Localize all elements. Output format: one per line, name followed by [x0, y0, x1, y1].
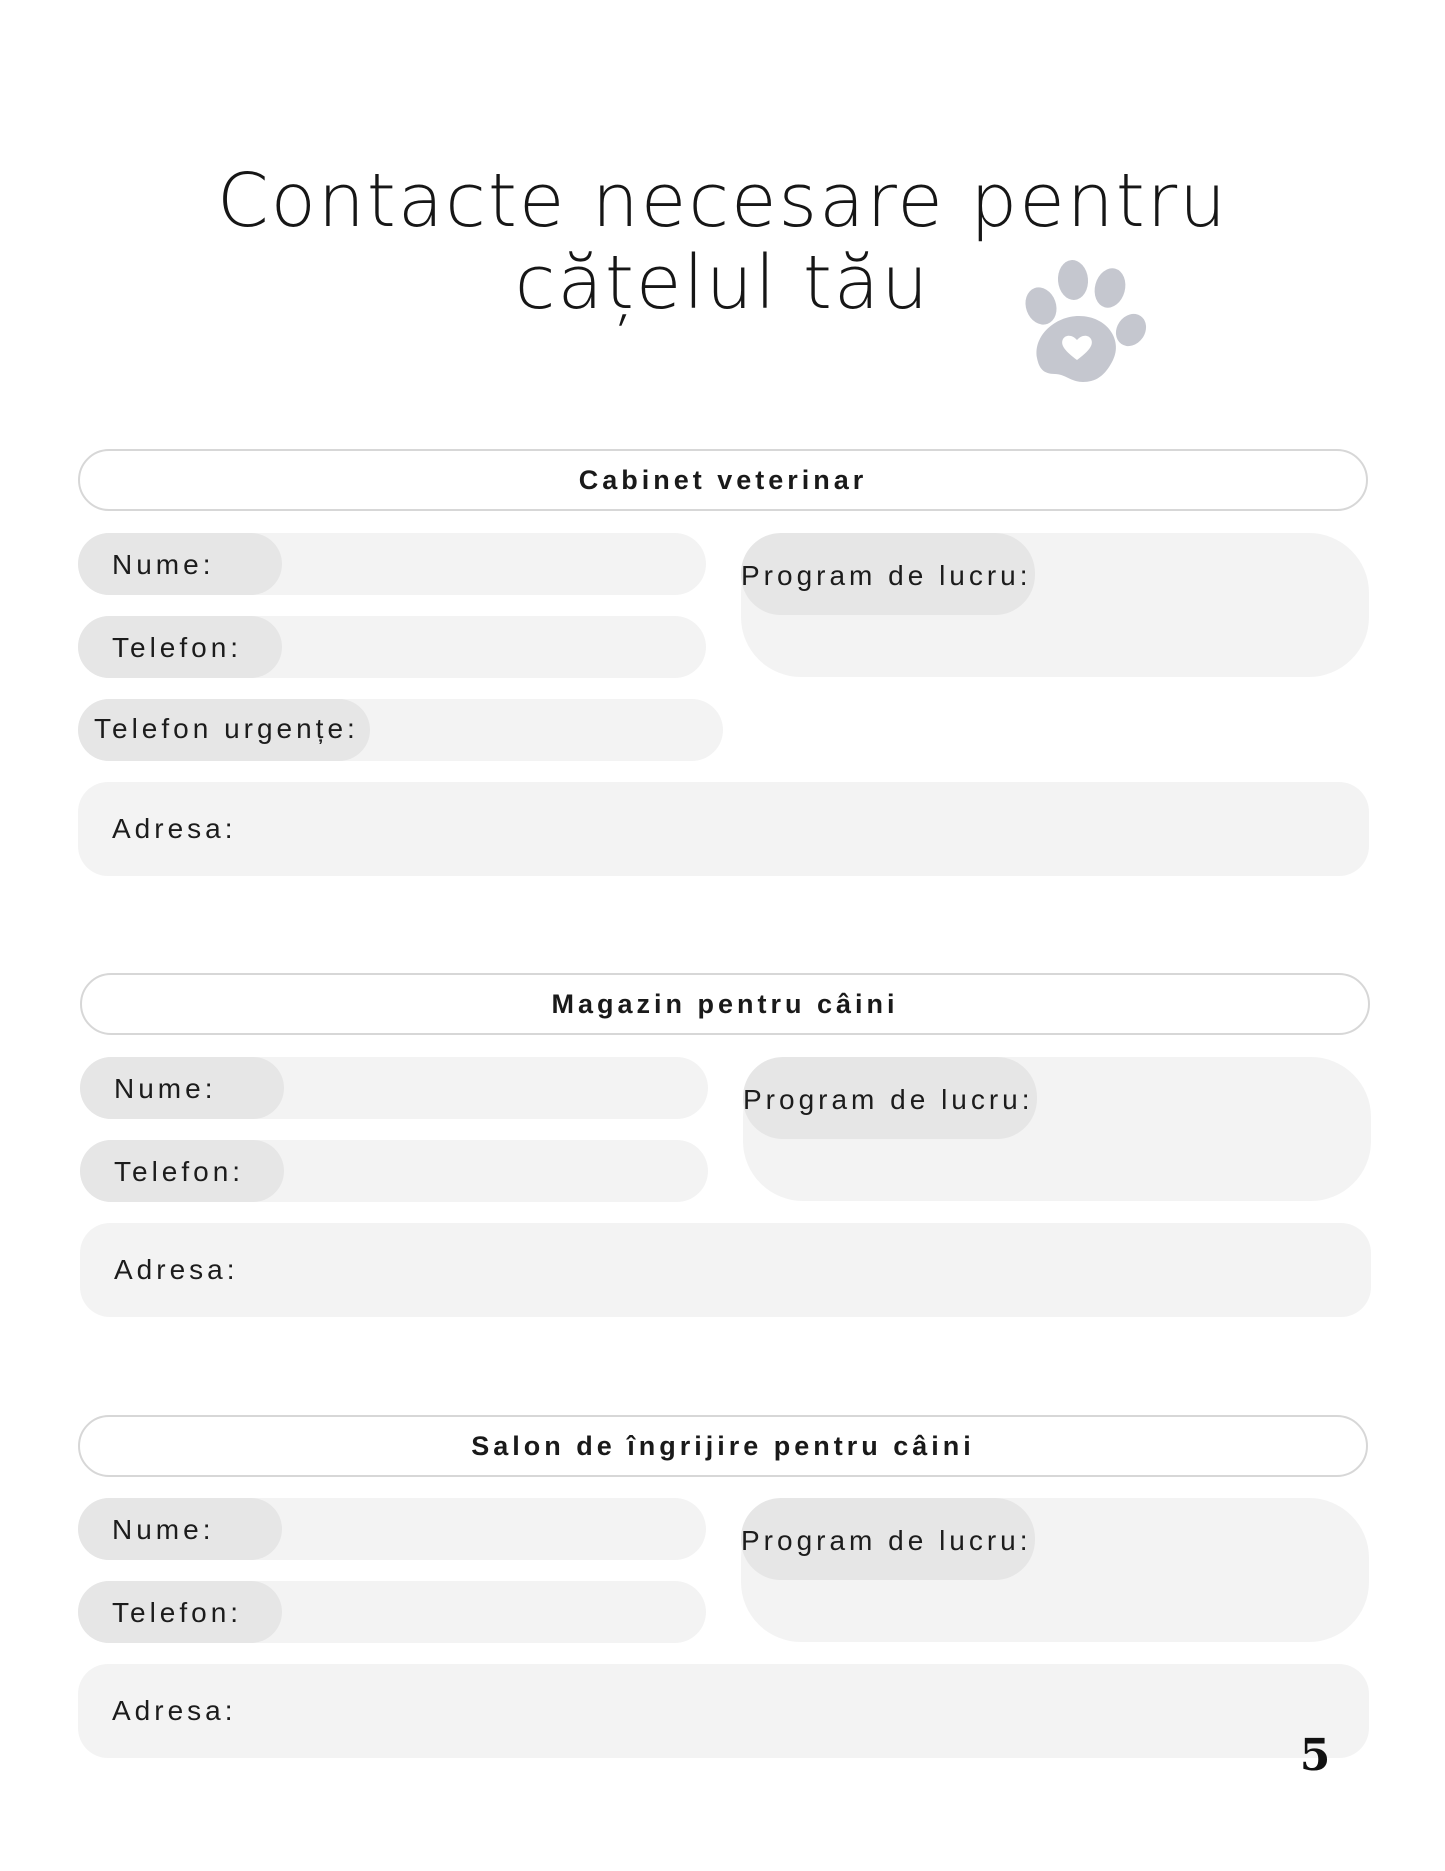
- phone-field[interactable]: [80, 1140, 708, 1202]
- name-field[interactable]: [78, 1498, 706, 1560]
- address-field[interactable]: [80, 1223, 1371, 1317]
- working-hours-field[interactable]: [741, 1498, 1369, 1642]
- section-header: [78, 449, 1368, 511]
- section-header: [78, 1415, 1368, 1477]
- name-label: Nume:: [112, 1514, 215, 1545]
- page-title: [0, 160, 1445, 324]
- working-hours-field[interactable]: [743, 1057, 1371, 1201]
- page-title-line-1: Contacte necesare pentru: [216, 158, 1229, 244]
- emergency-phone-label: Telefon urgențe:: [94, 713, 359, 744]
- phone-field[interactable]: [78, 616, 706, 678]
- working-hours-label: Program de lucru:: [741, 1525, 1032, 1556]
- section-header-label: Salon de îngrijire pentru câini: [471, 1430, 975, 1461]
- phone-label: Telefon:: [112, 632, 243, 663]
- page-title-line-2: cățelul tău: [514, 240, 931, 326]
- name-field[interactable]: [78, 533, 706, 595]
- section-header-label: Cabinet veterinar: [578, 464, 868, 495]
- page-number: 5: [1299, 1730, 1331, 1781]
- address-label: Adresa:: [112, 1695, 237, 1726]
- address-label: Adresa:: [112, 813, 237, 844]
- paw-heart-icon: [1015, 258, 1150, 388]
- address-field[interactable]: [78, 782, 1369, 876]
- working-hours-field[interactable]: [741, 533, 1369, 677]
- address-label: Adresa:: [114, 1254, 239, 1285]
- working-hours-label: Program de lucru:: [741, 560, 1032, 591]
- emergency-phone-field[interactable]: [78, 699, 723, 761]
- phone-label: Telefon:: [114, 1156, 245, 1187]
- phone-field[interactable]: [78, 1581, 706, 1643]
- name-label: Nume:: [112, 549, 215, 580]
- name-label: Nume:: [114, 1073, 217, 1104]
- name-field[interactable]: [80, 1057, 708, 1119]
- phone-label: Telefon:: [112, 1597, 243, 1628]
- section-header: [80, 973, 1370, 1035]
- section-header-label: Magazin pentru câini: [551, 988, 899, 1019]
- working-hours-label: Program de lucru:: [743, 1084, 1034, 1115]
- address-field[interactable]: [78, 1664, 1369, 1758]
